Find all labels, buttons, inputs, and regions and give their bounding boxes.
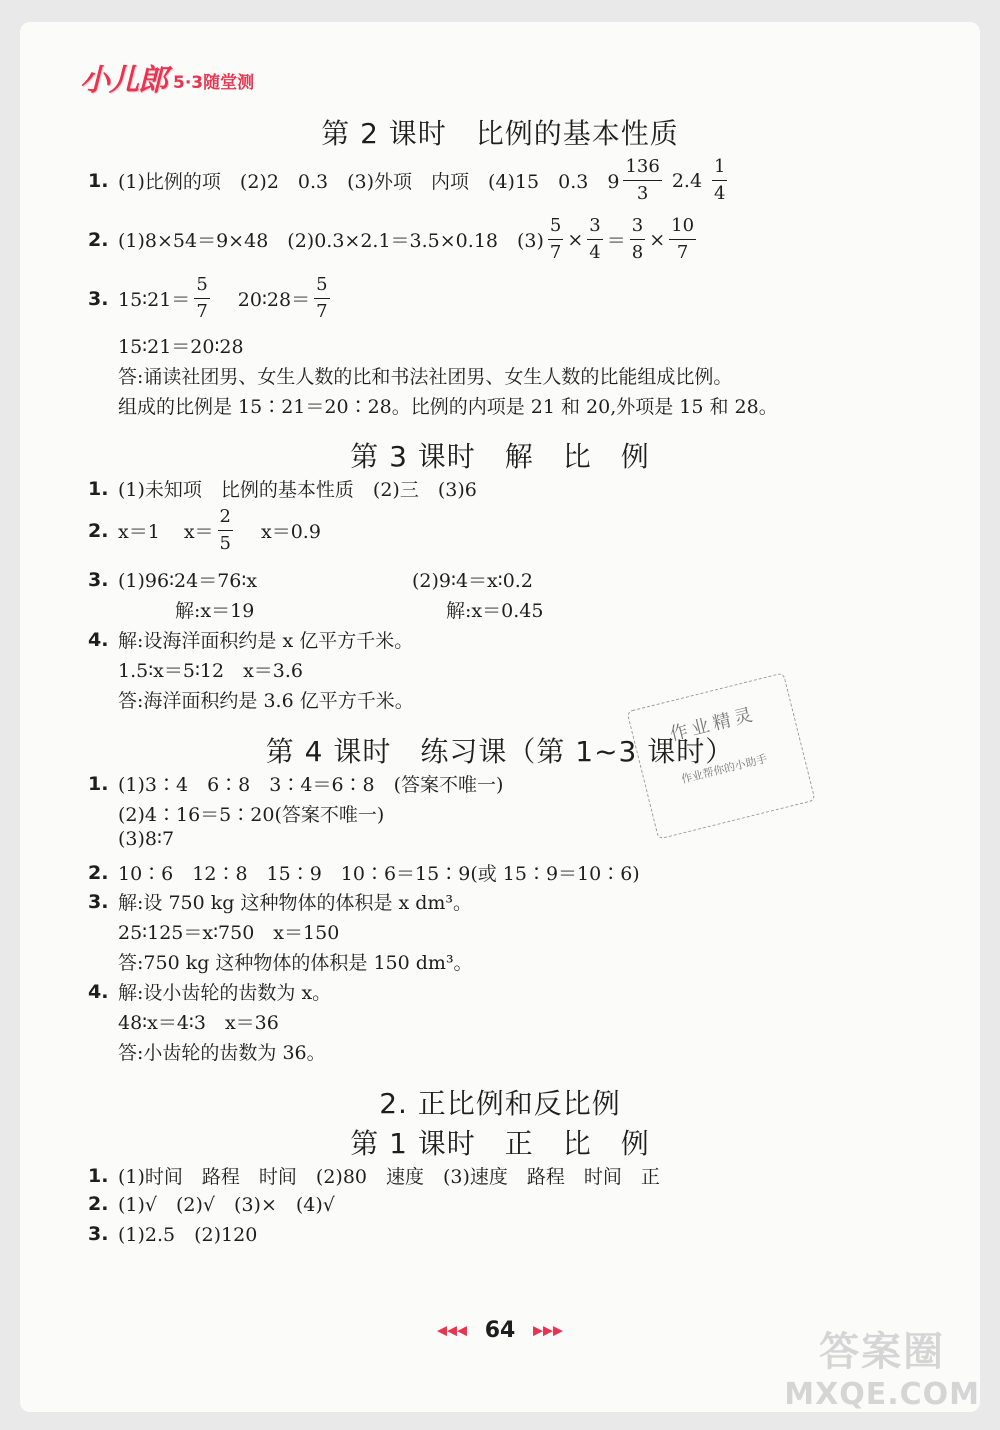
answer-line: 答:750 kg 这种物体的体积是 150 dm³。 (118, 952, 473, 974)
brand-header (80, 55, 254, 99)
answer-text: 15∶21＝ (118, 289, 191, 311)
answer-line: 25∶125＝x∶750 x＝150 (118, 922, 340, 944)
fraction: $\frac{5}{7}$ (196, 274, 208, 322)
section-title-lesson2: 第 2 课时 比例的基本性质 (321, 117, 679, 150)
question-number: 2. (88, 1192, 109, 1215)
watermark-url: MXQE.COM (784, 1377, 980, 1412)
answer-line: 答:海洋面积约是 3.6 亿平方千米。 (118, 690, 414, 712)
answer-text: (1)3∶4 6∶8 3∶4＝6∶8 (答案不唯一) (118, 774, 504, 796)
answer-text: 解:设 750 kg 这种物体的体积是 x dm³。 (118, 892, 473, 914)
question-number: 3. (88, 890, 109, 913)
s2-q3 (88, 276, 334, 321)
section-title-lesson3: 第 3 课时 解 比 例 (350, 440, 650, 473)
s3-q4 (88, 626, 413, 653)
s4-q1 (88, 770, 503, 797)
question-number: 2. (88, 519, 109, 542)
brand-series: 5·3随堂测 (173, 72, 255, 93)
fraction: $\frac{10}{7}$ (671, 215, 695, 263)
answer-text: x＝1 (118, 521, 160, 543)
right-arrows-icon: ▶▶▶ (532, 1323, 563, 1339)
answer-text: (1)未知项 比例的基本性质 (2)三 (3)6 (118, 479, 477, 501)
answer-line: 组成的比例是 15∶21＝20∶28。比例的内项是 21 和 20,外项是 15 和 28。 (118, 396, 778, 418)
s3-q1 (88, 475, 477, 502)
question-number: 2. (88, 861, 109, 884)
left-arrows-icon: ◀◀◀ (437, 1323, 468, 1339)
s2-q2 (88, 217, 700, 262)
answer-text: (1)2.5 (2)120 (118, 1224, 258, 1246)
question-number: 2. (88, 228, 109, 251)
question-number: 1. (88, 772, 109, 795)
s4-q2 (88, 859, 640, 886)
ch2-q2 (88, 1190, 335, 1217)
page-number-value: 64 (484, 1318, 516, 1343)
fraction: $\frac{5}{7}$ (549, 215, 562, 263)
brand-logo: 小儿郎 (80, 63, 167, 98)
answer-text: 10∶6 12∶8 15∶9 10∶6＝15∶9(或 15∶9＝10∶6) (118, 863, 640, 885)
question-number: 1. (88, 477, 109, 500)
answer-text: x＝ (183, 521, 214, 543)
answer-line: 1.5∶x＝5∶12 x＝3.6 (118, 660, 304, 682)
answer-text: (1)96∶24＝76∶x (118, 570, 258, 592)
s2-q1 (88, 158, 731, 203)
operator: × (567, 228, 584, 251)
s4-q3 (88, 888, 472, 915)
operator: × (649, 228, 666, 251)
question-number: 3. (88, 287, 109, 310)
answer-text: (1)8×54＝9×48 (2)0.3×2.1＝3.5×0.18 (3) (118, 230, 544, 252)
section-title-lesson4: 第 4 课时 练习课（第 1~3 课时） (265, 735, 735, 768)
answer-text: (1)时间 路程 时间 (2)80 速度 (3)速度 路程 时间 正 (118, 1166, 660, 1188)
operator: ＝ (606, 230, 626, 252)
s3-q3 (88, 566, 533, 593)
stamp-title: 作业精灵 (667, 703, 759, 746)
fraction: $\frac{1}{4}$ (714, 156, 726, 204)
question-number: 1. (88, 169, 109, 192)
answer-text: 解:设小齿轮的齿数为 x。 (118, 982, 332, 1004)
ch2-q3 (88, 1220, 257, 1247)
question-number: 3. (88, 1222, 109, 1245)
answer-text: (1)√ (2)√ (3)× (4)√ (118, 1194, 335, 1216)
stamp-caption: 作业帮你的小助手 (680, 752, 769, 787)
watermark (784, 1320, 980, 1412)
section-title-ch2-lesson1: 第 1 课时 正 比 例 (350, 1127, 650, 1160)
answer-line: (3)8∶7 (118, 828, 175, 850)
answer-line: 解:x＝0.45 (446, 600, 544, 622)
question-number: 4. (88, 628, 109, 651)
answer-text: 2.4 (671, 169, 703, 192)
answer-line: 48∶x＝4∶3 x＝36 (118, 1012, 279, 1034)
answer-text: (1)比例的项 (2)2 0.3 (3)外项 内项 (4)15 0.3 9 (118, 171, 620, 193)
ch2-q1 (88, 1162, 660, 1189)
s3-q2 (88, 508, 321, 553)
answer-text: (2)9∶4＝x∶0.2 (412, 570, 533, 592)
answer-text: 解:设海洋面积约是 x 亿平方千米。 (118, 630, 414, 652)
fraction: $\frac{3}{8}$ (631, 215, 644, 263)
watermark-title: 答案圈 (819, 1329, 946, 1375)
fraction: $\frac{2}{5}$ (219, 506, 231, 554)
answer-line: 答:小齿轮的齿数为 36。 (118, 1042, 326, 1064)
answer-text: 20∶28＝ (237, 289, 311, 311)
fraction: $\frac{136}{3}$ (625, 156, 660, 204)
s4-q4 (88, 978, 331, 1005)
chapter-title: 2. 正比例和反比例 (379, 1087, 621, 1120)
question-number: 4. (88, 980, 109, 1003)
answer-line: 15∶21＝20∶28 (118, 336, 244, 358)
answer-text: x＝0.9 (260, 521, 321, 543)
fraction: $\frac{3}{4}$ (589, 215, 601, 263)
answer-line: (2)4∶16＝5∶20(答案不唯一) (118, 804, 385, 826)
answer-line: 解:x＝19 (175, 600, 255, 622)
answer-line: 答:诵读社团男、女生人数的比和书法社团男、女生人数的比能组成比例。 (118, 366, 733, 388)
question-number: 3. (88, 568, 109, 591)
fraction: $\frac{5}{7}$ (316, 274, 328, 322)
question-number: 1. (88, 1164, 109, 1187)
